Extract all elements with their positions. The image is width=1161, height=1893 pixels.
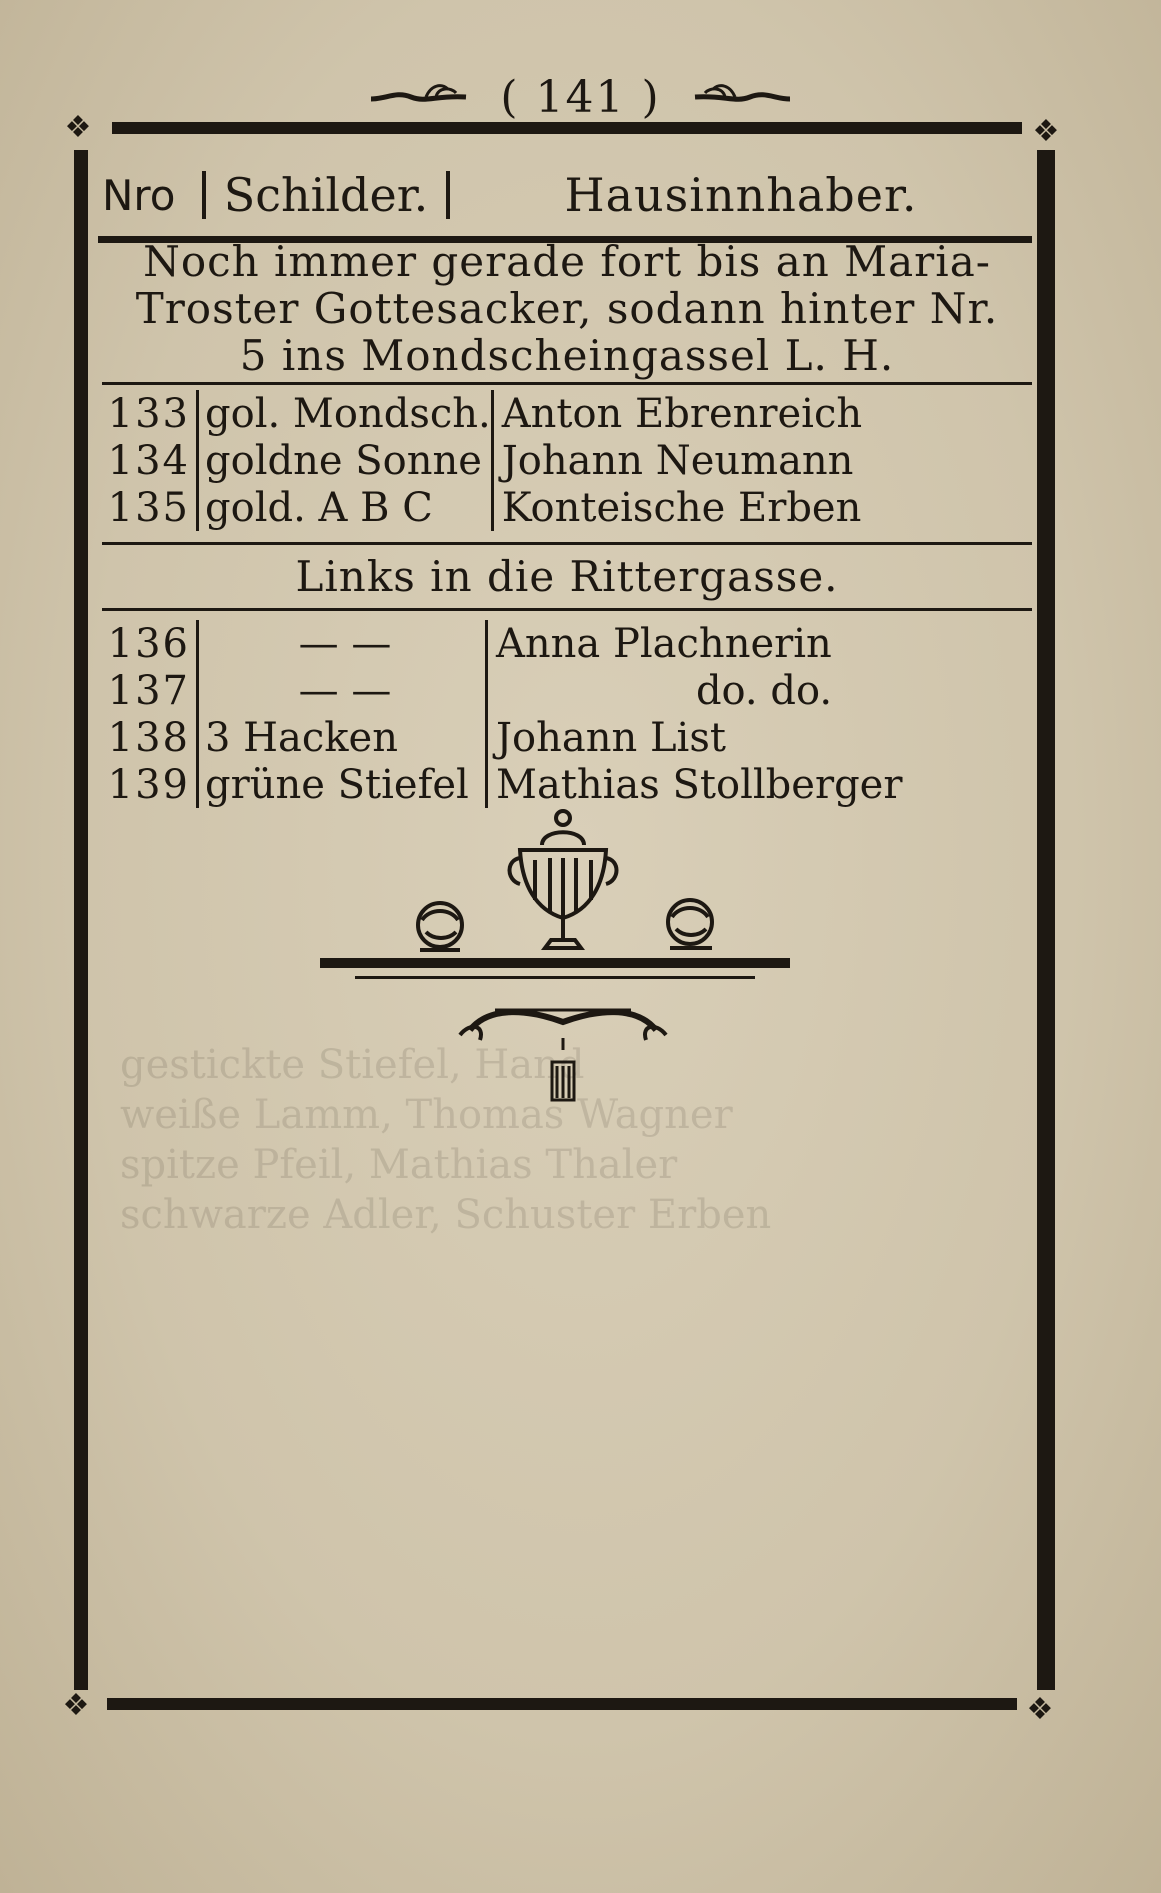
section-divider	[102, 608, 1032, 611]
corner-ornament-icon: ❖	[64, 110, 92, 145]
table-row	[102, 714, 1032, 761]
house-owner: Anna Plachnerin	[487, 620, 1033, 667]
house-sign: grüne Stiefel	[198, 761, 487, 808]
table-row	[102, 484, 1032, 531]
house-sign: goldne Sonne	[198, 437, 493, 484]
entries-table-1	[102, 390, 1032, 531]
left-flourish-icon	[366, 77, 476, 117]
house-sign: — —	[198, 667, 487, 714]
corner-ornament-icon: ❖	[1032, 114, 1060, 149]
house-sign: gol. Mondsch.	[198, 390, 493, 437]
frame-bottom-rule	[107, 1698, 1017, 1710]
house-number: 134	[107, 437, 190, 484]
street-heading: Links in die Rittergasse.	[295, 552, 839, 601]
section-divider	[102, 382, 1032, 385]
house-sign: — —	[198, 620, 487, 667]
table-row	[102, 437, 1032, 484]
house-owner: do. do.	[487, 667, 1033, 714]
intro-line: Troster Gottesacker, sodann hinter Nr.	[135, 284, 999, 333]
house-number: 133	[107, 390, 190, 437]
section-divider	[102, 542, 1032, 545]
house-number: 137	[107, 667, 190, 714]
page-number: ( 141 )	[500, 71, 661, 123]
frame-left-rule	[74, 150, 88, 1690]
house-sign: 3 Hacken	[198, 714, 487, 761]
intro-paragraph	[102, 238, 1032, 379]
house-owner: Johann List	[487, 714, 1033, 761]
corner-ornament-icon: ❖	[62, 1688, 90, 1723]
urn-vignette-icon	[320, 800, 790, 1220]
house-owner: Anton Ebrenreich	[492, 390, 1032, 437]
intro-line: Noch immer gerade fort bis an Maria-	[143, 237, 991, 286]
column-header-hausinnhaber: Hausinnhaber.	[564, 168, 918, 222]
house-number: 136	[107, 620, 190, 667]
column-header-schilder: Schilder.	[223, 168, 429, 222]
house-number: 138	[107, 714, 190, 761]
corner-ornament-icon: ❖	[1026, 1692, 1054, 1727]
column-header-row	[102, 158, 1032, 232]
house-owner: Johann Neumann	[492, 437, 1032, 484]
column-header-nro: Nro	[102, 170, 176, 220]
bleed-through-text: gestickte Stiefel, Hand weiße Lamm, Thomas Wagner spitze Pfeil, Mathias Thaler schwarze Adler, Schuster Erben	[120, 1042, 772, 1238]
house-number: 139	[107, 761, 190, 808]
table-row	[102, 667, 1032, 714]
frame-right-rule	[1037, 150, 1055, 1690]
table-row	[102, 620, 1032, 667]
table-row	[102, 390, 1032, 437]
right-flourish-icon	[685, 77, 795, 117]
house-owner: Mathias Stollberger	[487, 761, 1033, 808]
frame-top-rule	[112, 122, 1022, 134]
intro-line: 5 ins Mondscheingassel L. H.	[239, 331, 895, 380]
entries-table-2	[102, 620, 1032, 808]
house-owner: Konteische Erben	[492, 484, 1032, 531]
house-sign: gold. A B C	[198, 484, 493, 531]
house-number: 135	[107, 484, 190, 531]
